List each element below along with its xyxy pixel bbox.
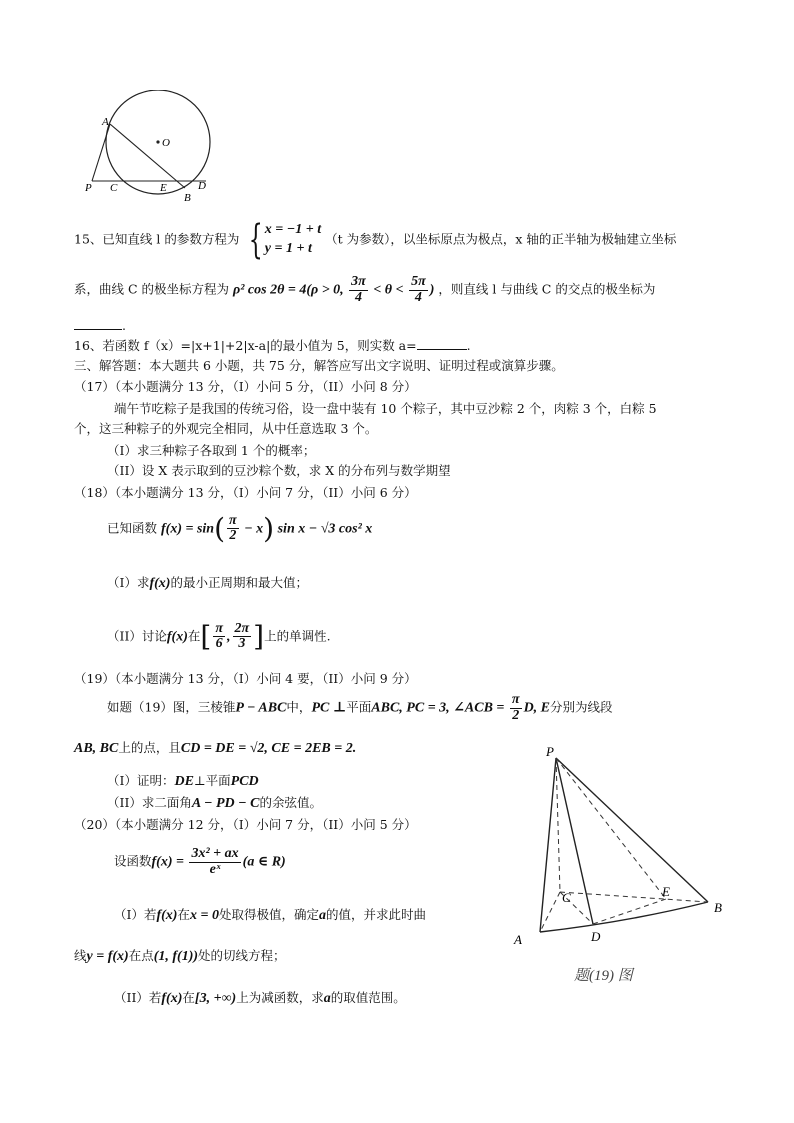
section-three-title: 三、解答题：本大题共 6 小题，共 75 分，解答应写出文字说明、证明过程或演算步骤。: [74, 358, 564, 373]
fig19-caption: 题(19) 图: [574, 968, 633, 984]
fig19-label-b: B: [714, 900, 722, 915]
fig19-label-a: A: [514, 932, 522, 947]
q19-head: （19）（本小题满分 13 分，（I）小问 4 要，（II）小问 9 分）: [74, 671, 417, 686]
q18-sub2: （II）讨论f(x)在[ $\frac{\pi}{6}$ , $\frac{2\pi}{3}$ ]上的单调性.: [107, 620, 331, 653]
q20-sub2: （II）若f(x)在[3, +∞)上为减函数，求a的取值范围。: [114, 990, 406, 1006]
q17-sub2: （II）设 X 表示取到的豆沙粽个数，求 X 的分布列与数学期望: [107, 463, 451, 478]
q19-sub2: （II）求二面角A − PD − C的余弦值。: [107, 795, 322, 811]
q17-p2: 个，这三种粽子的外观完全相同，从中任意选取 3 个。: [74, 421, 378, 436]
fig19-label-c: C: [562, 890, 571, 905]
q20-sub1-line2: 线y = f(x)在点(1, f(1))处的切线方程；: [74, 948, 286, 964]
fig14-label-b: B: [184, 192, 191, 204]
param-system: { x = −1 + t y = 1 + t: [249, 217, 322, 263]
fig14-label-o: O: [162, 137, 170, 149]
q19-p1: 如题（19）图，三棱锥P − ABC中，PC ⊥平面ABC, PC = 3, ∠ACB = $\frac{\pi}{2}$ D, E分别为线段: [107, 692, 613, 723]
q17-sub1: （I）求三种粽子各取到 1 个的概率；: [107, 443, 316, 458]
q16: 16、若函数 f（x）=|x+1|+2|x-a|的最小值为 5，则实数 a= .: [74, 338, 471, 353]
fig19-label-p: P: [546, 744, 554, 759]
q15-line3: .: [74, 318, 126, 333]
fig14-label-p: P: [85, 182, 92, 194]
q17-p1: 端午节吃粽子是我国的传统习俗，设一盘中装有 10 个粽子，其中豆沙粽 2 个，肉粽 3 个，白粽 5: [114, 401, 657, 416]
q18-sub1: （I）求f(x)的最小正周期和最大值；: [107, 575, 308, 591]
tetrahedron-figure: [508, 740, 734, 990]
q17-head: （17）（本小题满分 13 分，（I）小问 5 分，（II）小问 8 分）: [74, 379, 417, 394]
q20-head: （20）（本小题满分 12 分，（I）小问 7 分，（II）小问 5 分）: [74, 817, 417, 832]
fig19-label-e: E: [662, 884, 670, 899]
q20-sub1: （I）若f(x)在x = 0处取得极值，确定a的值，并求此时曲: [114, 907, 426, 923]
q19-p2: AB, BC上的点，且CD = DE = √2, CE = 2EB = 2.: [74, 740, 357, 756]
fig14-label-e: E: [160, 182, 167, 194]
fig14-label-c: C: [110, 182, 118, 194]
fig14-label-a: A: [102, 116, 109, 128]
circle-figure: [80, 90, 230, 205]
fig19-label-d: D: [591, 929, 601, 944]
q18-function: 已知函数 f(x) = sin( $\frac{\pi}{2}$ − x) sin x − √3 cos² x: [107, 512, 373, 545]
q15-line2: 系，曲线 C 的极坐标方程为 ρ² cos 2θ = 4(ρ > 0, $\frac{3\pi}{4}$ < θ < $\frac{5\pi}{4}$ ) ，则直线 l 与曲线 C 的交点的极坐标为: [74, 274, 656, 305]
q15-line1: 15、已知直线 l 的参数方程为 { x = −1 + t y = 1 + t （t 为参数），以坐标原点为极点，x 轴的正半轴为极轴建立坐标: [74, 217, 677, 263]
q19-sub1: （I）证明：DE⊥平面PCD: [107, 773, 259, 789]
fig14-label-d: D: [198, 180, 206, 192]
q18-head: （18）（本小题满分 13 分，（I）小问 7 分，（II）小问 6 分）: [74, 485, 417, 500]
q20-function: 设函数f(x) = $\frac{\text{3x² + ax}}{\text{eˣ}}$ (a ∈ R): [114, 846, 286, 877]
